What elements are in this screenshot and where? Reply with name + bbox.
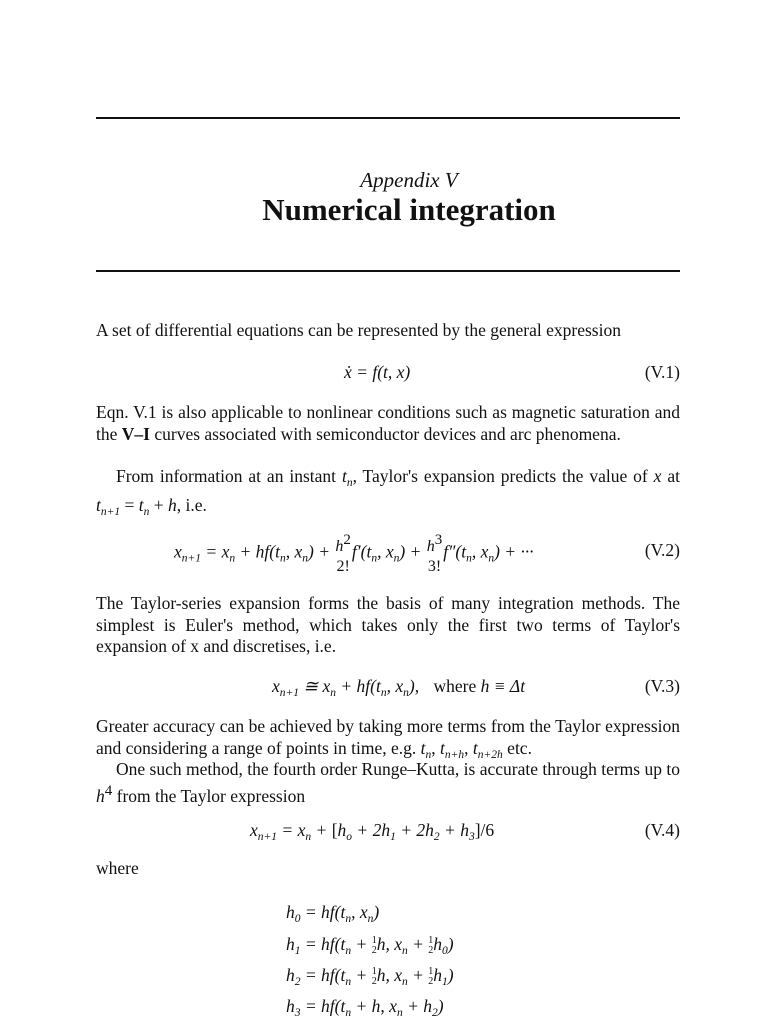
paragraph-intro: A set of differential equations can be represented by the general expression [96, 320, 621, 340]
equation-h0: $h_0 = hf(t_n$, $x_n$) [286, 902, 380, 925]
bottom-rule [96, 270, 680, 272]
paragraph-nonlinear: Eqn. V.1 is also applicable to nonlinear conditions such as magnetic saturation and the V–I curves associated with semiconductor devices and arc phenomena. [96, 402, 680, 444]
paragraph-euler: The Taylor-series expansion forms the basis of many integration methods. The simplest is Euler's method, which takes only the first two terms of Taylor's expansion of x and discretises, i.e. [96, 593, 680, 656]
equation-number-v3: (V.3) [644, 676, 680, 696]
equation-v4: $x_{n+1} = x_n + [h_o + 2h_1 + 2h_2 + h_3]/6$ (V.4) [250, 820, 680, 843]
paragraph-taylor: From information at an instant $t_n$, Taylor's expansion predicts the value of x at $t_{n+1} = t_n + h$, i.e. [96, 466, 681, 518]
equation-v3: $x_{n+1}$ ≅ $x_n + hf(t_n$, $x_n$), where h ≡ Δt (V.3) [272, 676, 680, 699]
paragraph-runge-kutta: One such method, the fourth order Runge–Kutta, is accurate through terms up to h4 from the Taylor expression [96, 759, 680, 806]
where-label: where [96, 858, 139, 878]
equation-number-v2: (V.2) [644, 540, 680, 560]
equation-number-v4: (V.4) [644, 820, 680, 840]
equation-h3: $h_3 = hf(t_n + h$, $x_n + h_2$) [286, 996, 444, 1019]
appendix-label: Appendix V [360, 168, 458, 192]
top-rule [96, 117, 680, 119]
equation-h2: $h_2 = hf(t_n$ + 1 2 h, $x_n$ + 1 2 $h_1$) [286, 965, 454, 988]
equation-v1: ẋ = f(t, x) (V.1) [344, 362, 680, 382]
equation-h1: $h_1 = hf(t_n$ + 1 2 h, $x_n$ + 1 2 $h_0$) [286, 934, 454, 957]
equation-number-v1: (V.1) [644, 362, 680, 382]
paragraph-accuracy: Greater accuracy can be achieved by taking more terms from the Taylor expression and considering a range of points in time, e.g. $t_n$, $t_{n+h}$, $t_{n+2h}$ etc. [96, 716, 680, 761]
equation-v2: $x_{n+1} = x_n + hf(t_n$, $x_n$) + h2 2! $f'(t_n$, $x_n$) + h3 3! $f''(t_n$, $x_n$) + ··· (V.2) [174, 532, 680, 575]
page-title: Numerical integration [262, 192, 556, 227]
